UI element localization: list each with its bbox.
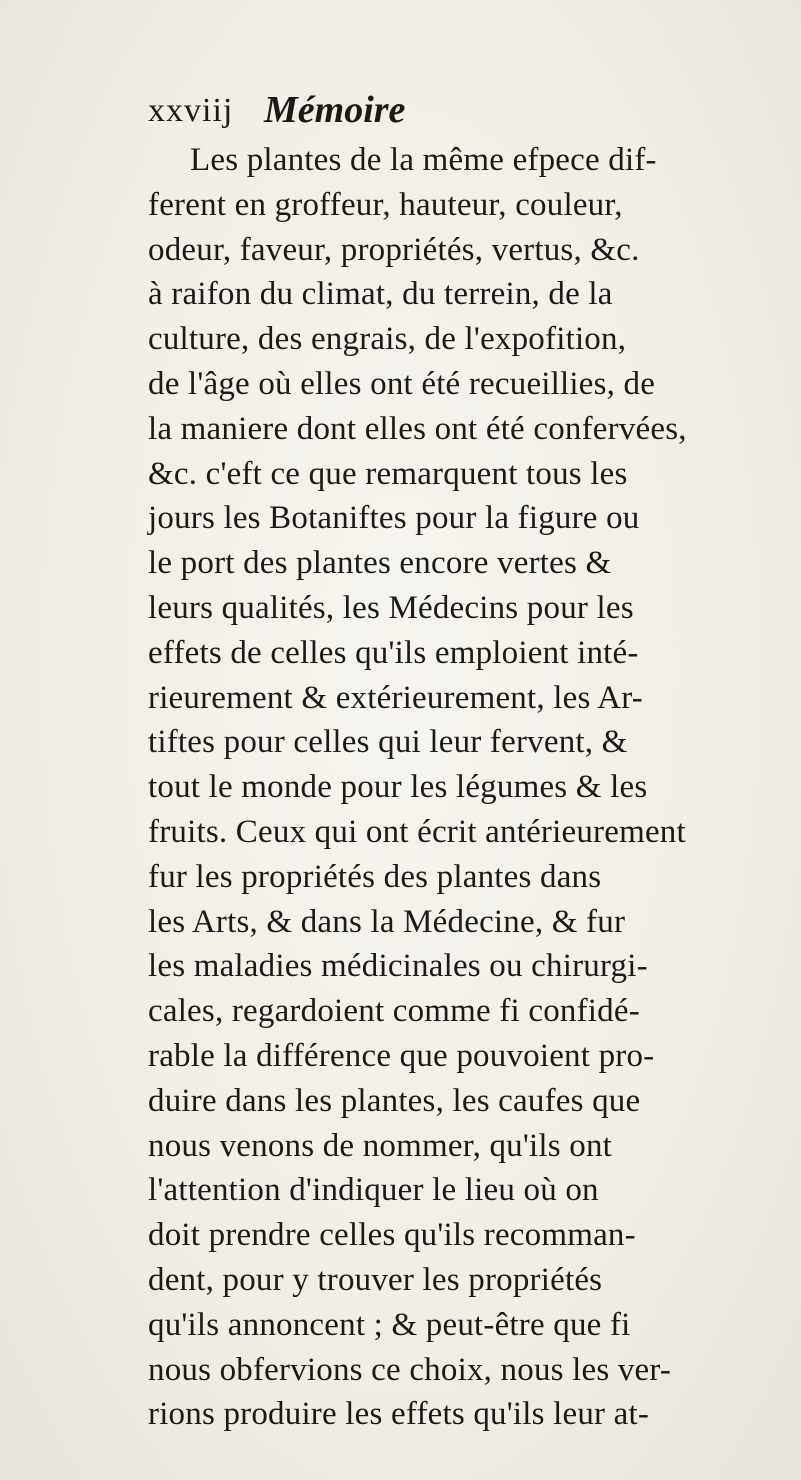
text-line: ferent en groffeur, hauteur, couleur, <box>148 186 623 223</box>
text-line: tout le monde pour les légumes & les <box>148 769 648 806</box>
text-line: rions produire les effets qu'ils leur at- <box>148 1396 650 1433</box>
text-line: qu'ils annoncent ; & peut-être que fi <box>148 1306 631 1343</box>
text-line: jours les Botaniftes pour la figure ou <box>148 500 640 537</box>
text-line: dent, pour y trouver les propriétés <box>148 1261 603 1298</box>
text-line: rable la différence que pouvoient pro- <box>148 1037 655 1074</box>
page-number: xxviij <box>148 92 234 129</box>
text-line: à raifon du climat, du terrein, de la <box>148 276 613 313</box>
text-line: effets de celles qu'ils emploient inté- <box>148 634 639 671</box>
text-line: la maniere dont elles ont été confervées, <box>148 410 687 447</box>
text-line: les maladies médicinales ou chirurgi- <box>148 948 648 985</box>
text-line: le port des plantes encore vertes & <box>148 545 612 582</box>
text-line: tiftes pour celles qui leur fervent, & <box>148 724 628 761</box>
text-line: &c. c'eft ce que remarquent tous les <box>148 455 628 492</box>
text-line: fur les propriétés des plantes dans <box>148 858 602 895</box>
text-line: nous venons de nommer, qu'ils ont <box>148 1127 613 1164</box>
text-line: Les plantes de la même efpece dif- <box>190 142 657 178</box>
text-line: culture, des engrais, de l'expofition, <box>148 321 627 358</box>
text-line: cales, regardoient comme fi confidé- <box>148 993 640 1030</box>
text-line: les Arts, & dans la Médecine, & fur <box>148 903 626 940</box>
running-title: Mémoire <box>264 89 406 131</box>
text-line: fruits. Ceux qui ont écrit antérieurement <box>148 813 686 850</box>
text-line: odeur, faveur, propriétés, vertus, &c. <box>148 231 640 268</box>
page-header <box>148 86 708 134</box>
text-line: duire dans les plantes, les caufes que <box>148 1082 641 1119</box>
text-line: doit prendre celles qu'ils recomman- <box>148 1217 636 1254</box>
text-line: leurs qualités, les Médecins pour les <box>148 589 634 626</box>
text-line: de l'âge où elles ont été recueillies, de <box>148 365 656 402</box>
text-line: l'attention d'indiquer le lieu où on <box>148 1172 599 1209</box>
text-line: nous obfervions ce choix, nous les ver- <box>148 1351 672 1388</box>
text-line: rieurement & extérieurement, les Ar- <box>148 679 643 716</box>
body-text <box>148 138 760 1437</box>
